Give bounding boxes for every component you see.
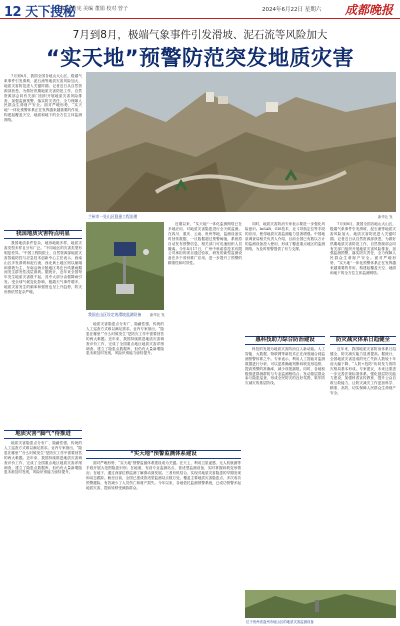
section-heading: 地质灾害“脚气”待推进 (4, 430, 82, 439)
article-column-2c (86, 461, 241, 601)
section-heading: 我国地质灾害特点明显 (4, 230, 82, 239)
monitoring-device-illustration (86, 222, 164, 310)
landslide-site-illustration (86, 72, 396, 212)
paragraph: 地质灾害隐患点分布广、隐蔽性强，传统的人工巡查方式难以满足需求。业内专家指出，“隐患在哪里”“什么时候发生”是防灾工作中需要回答的两大难题。近年来，我国持续推进地质灾害调查评价工作，完成了全国重点地区地质灾害详细调查，建立了隐患点数据库，但仍有大量新增隐患未被及时发现，风险识别能力亟待提升。 (86, 322, 164, 356)
article-column-3-top (245, 222, 325, 332)
section-heading: 防灾减灾体系日趋健全 (330, 336, 396, 345)
paragraph: 近期以来，“实天地”一体化监测网络已在多地应用，对地质灾害隐患进行全天候监测。在四川、重庆、云南、贵州等地，监测设备实时回传数据，一旦数据超过预警阈值，系统将自动发布预警信息，相关部门可迅速组织人员撤离。今年4月17日，广州中科诺泰技术有限公司承担的项目通过验收，研发的新型监测设备在多个省份推广应用，进一步提升了预警的精准性和时效性。 (168, 222, 242, 266)
page-label: 12 天下搜秘 (4, 5, 76, 20)
photo-caption: 兰州市一处山区隐患工程治理 (88, 214, 138, 219)
newspaper-logo: 成都晚报 (345, 3, 394, 17)
mountain-monitoring-photo (245, 590, 396, 618)
paragraph: 近年来，我国地质灾害防治体系日趋健全，防灾减灾能力显著提高。据统计，全国地质灾害造成的死亡失踪人数较十年前大幅下降，“人防+技防”协同发力的防灾格局基本形成。专家建议，未来还需进一步完善法规标准体系，强化基层防灾能力建设，加强科普宣传教育，提升公众自救互救能力，让防灾减灾工作更加科学、精准、高效，切实保障人民群众生命财产安全。 (330, 347, 396, 396)
article-column-3 (245, 347, 325, 587)
photo-credit: 新华社 发 (150, 313, 165, 317)
photo-credit: 新华社 发 (378, 215, 393, 219)
article-column-1b (4, 241, 82, 426)
mountain-illustration (245, 590, 396, 618)
photo-caption: 位于贵州省盘州市地山区的地质灾害监测设备 (246, 620, 314, 624)
page-header (0, 0, 400, 19)
paragraph: 同时，地质灾害防治专家表示要进一步强化风险意识。InSAR、GIS技术、北斗导航定位等手段的应用，使得地质灾害监测能力显著增强。中国地质调查局相关负责人介绍，目前全国已有数以万计的监测设备投入使用，形成了覆盖重点地区的监测网络，为及时预警提供了有力支撑。 (245, 222, 325, 251)
section-heading: “实天地”预警监测体系建设 (86, 450, 241, 459)
article-column-2b (86, 322, 164, 447)
paragraph: 地质灾害隐患点分布广、隐蔽性强，传统的人工巡查方式难以满足需求。业内专家指出，“隐患在哪里”“什么时候发生”是防灾工作中需要回答的两大难题。近年来，我国持续推进地质灾害调查评价工作，完成了全国重点地区地质灾害详细调查，建立了隐患点数据库，但仍有大量新增隐患未被及时发现，风险识别能力亟待提升。 (4, 441, 82, 475)
paragraph: 7月到8月，我国全国各地山大山区，极端气象事件引发滑坡、泥石流等地质灾害风险加大，地质灾害防范进入关键时期。记者近日从自然资源部获悉，为做好汛期地质灾害防范工作，自然资源部会同有关部门组织开展地质灾害风险排查，加强监测预警，落实防灾责任，全力保障人民群众生命财产安全。面对严峻形势，“实天地”一体化预警体系正在发挥越来越重要的作用，构建起覆盖天空、地面和地下的全方位立体监测网络。 (4, 74, 82, 123)
issue-date: 2024年6月22日 星期六 (262, 7, 322, 13)
section-heading: 惠科技助力综合防治建设 (245, 336, 325, 345)
article-column-1a (4, 74, 82, 214)
photo-caption: 我国在山区设定的滑坡监测设备 (88, 312, 142, 317)
paragraph: 面对严峻形势，“实天地”预警监测体系建设成为关键。在天上，利用卫星遥感、无人机航测等手段开展大范围隐患识别；在地面，布设专业监测站点、普适型监测设备，实时掌握斜坡变形情况；在地下，通过深部位移监测了解滑动面发展。三者有机结合，实现对地质灾害隐患的早期发现和动态跟踪。截至目前，全国已建成普适型监测站点数万处，覆盖主要地质灾害隐患点，多次成功预警避险，有效减少了人员伤亡和财产损失。今年以来，各地依托监测预警系统，已成功预警多起地质灾害，提前转移受威胁群众。 (86, 461, 241, 490)
article-column-1c (4, 441, 82, 621)
paragraph: 我国地质条件复杂，地形地貌多样，地质灾害类型多样且分布广泛。“不同地区的灾害类型有明显差异。”中国工程院院士、自然资源部地质灾害智能防控与应急技术创新中心主任表示，西南山区多发滑坡和泥石流，西北黄土地区则以崩塌和滑坡为主，东南沿海丘陵地区易在台风暴雨期间发生群发性浅层滑坡。据统计，近年来全国每年发生地质灾害数千起，其中大部分由强降雨引发。受全球气候变化影响，极端天气事件增多，地质灾害发生的频率和强度也呈上升趋势，防灾形势依然复杂严峻。 (4, 241, 82, 295)
paragraph: 科技的发展为地质灾害防治注入新动能。人工智能、大数据、物联网等新技术正在深度融合到监测预警体系之中。专家表示，利用人工智能对监测数据进行分析，可以更准确地判断斜坡变形趋势，提高预警的准确率，减少误报漏报。同时，各地积极推进群测群防与专业监测相结合，发动基层群众参与隐患巡查，形成全民防灾的良好氛围，筑牢防灾减灾的基层防线。 (245, 347, 325, 386)
subheadline: 7月到8月，极端气象事件引发滑坡、泥石流等风险加大 (72, 29, 328, 41)
article-column-2 (168, 222, 242, 447)
section-info: 责编 黄宪 美编 董娟 校对 曾子 (60, 6, 128, 12)
paragraph: 7月到8月，我国全国各地山大山区，极端气象事件引发滑坡、泥石流等地质灾害风险加大，地质灾害防范进入关键时期。记者近日从自然资源部获悉，为做好汛期地质灾害防范工作，自然资源部会同有关部门组织开展地质灾害风险排查，加强监测预警，落实防灾责任，全力保障人民群众生命财产安全。面对严峻形势，“实天地”一体化预警体系正在发挥越来越重要的作用，构建起覆盖天空、地面和地下的全方位立体监测网络。 (330, 222, 396, 276)
article-column-4 (330, 222, 396, 332)
landslide-site-photo (86, 72, 396, 212)
headline: “实天地”预警防范突发地质灾害 (45, 46, 355, 70)
monitoring-device-photo (86, 222, 164, 310)
article-column-4b (330, 347, 396, 587)
